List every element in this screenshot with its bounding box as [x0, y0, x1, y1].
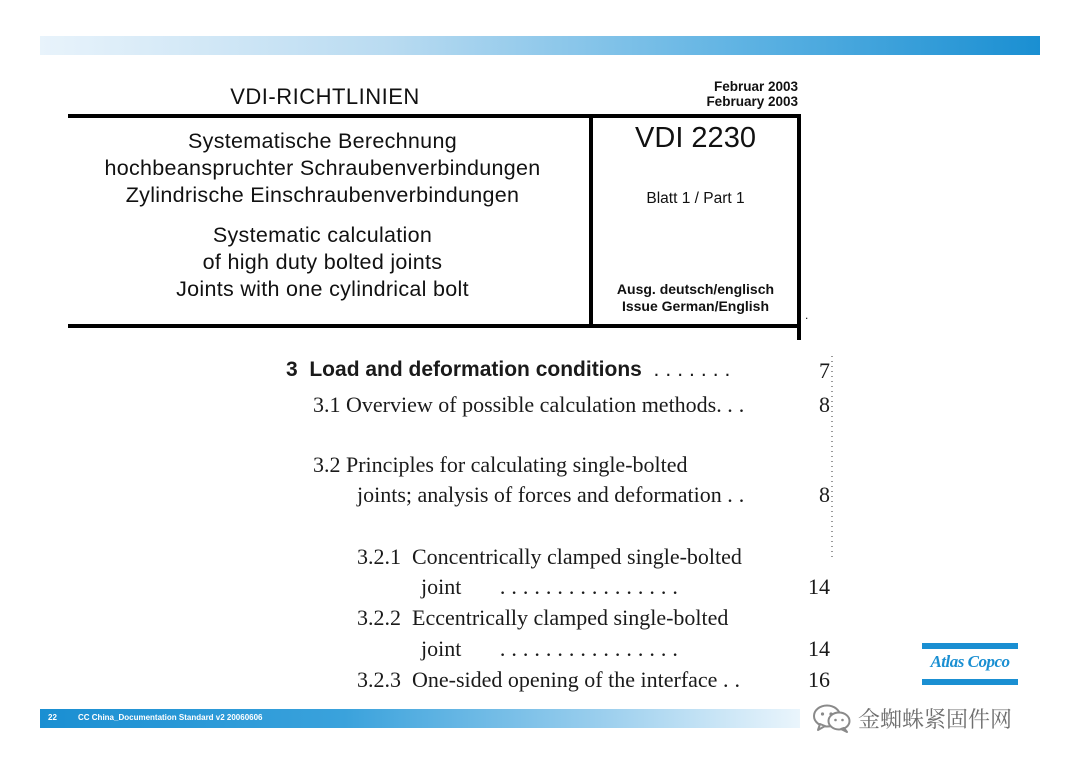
- watermark: [812, 700, 1012, 736]
- toc-title: Principles for calculating single-bolted: [346, 452, 688, 477]
- footer-page-number: 22: [48, 713, 57, 722]
- toc-entry-3-2-1[interactable]: [357, 544, 742, 570]
- toc-page: 14: [808, 574, 830, 599]
- toc-title: One-sided opening of the interface: [412, 667, 718, 692]
- toc-number: 3.1: [313, 392, 341, 417]
- scan-edge: [831, 356, 833, 560]
- toc-number: 3.2: [313, 452, 341, 477]
- title-de-line: Systematische Berechnung: [188, 129, 457, 153]
- atlas-copco-logo: [922, 643, 1018, 685]
- toc-entry-3-2[interactable]: [313, 452, 688, 478]
- toc-entry-3-2-2[interactable]: [357, 605, 728, 631]
- toc-number: 3.2.2: [357, 605, 401, 630]
- toc-page: 16: [808, 667, 830, 692]
- toc-title: Overview of possible calculation methods.: [346, 392, 722, 417]
- frame-bottom-rule: [68, 324, 801, 328]
- toc-number: 3.2.1: [357, 544, 401, 569]
- toc-entry-3-2-1-cont[interactable]: joint ................: [421, 574, 684, 599]
- toc-number: 3: [286, 358, 298, 381]
- toc-page: 8: [819, 392, 830, 417]
- logo-band: [922, 679, 1018, 685]
- standard-number: VDI 2230: [635, 122, 756, 154]
- footer-doc-title: CC China_Documentation Standard v2 20060606: [78, 713, 263, 722]
- title-german: [70, 128, 575, 209]
- date-german: Februar 2003: [713, 79, 798, 94]
- top-banner: [40, 36, 1040, 55]
- wechat-icon: [812, 703, 852, 733]
- toc-page: 8: [819, 482, 830, 507]
- frame-divider: [589, 114, 593, 328]
- toc-title: joints; analysis of forces and deformation: [357, 482, 722, 507]
- frame-top-rule: [68, 114, 801, 118]
- toc-page: 14: [808, 636, 830, 661]
- publication-date: [640, 79, 798, 109]
- title-de-line: hochbeanspruchter Schraubenverbindungen: [104, 156, 541, 180]
- title-en-line: of high duty bolted joints: [202, 250, 443, 274]
- toc-entry-3-2-3[interactable]: 3.2.3 One-sided opening of the interface ..: [357, 667, 746, 692]
- dot-mark: .: [805, 308, 809, 322]
- toc-title: Load and deformation conditions: [309, 358, 642, 381]
- issue-english: Issue German/English: [621, 298, 770, 314]
- series-title: VDI-RICHTLINIEN: [230, 84, 420, 109]
- toc-entry-3-2-cont[interactable]: joints; analysis of forces and deformation ..: [357, 482, 751, 507]
- toc-title: Eccentrically clamped single-bolted: [412, 605, 729, 630]
- watermark-text: 金蜘蛛紧固件网: [858, 707, 1013, 733]
- document-title: [70, 128, 575, 303]
- toc-title: joint: [421, 636, 462, 661]
- title-en-line: Systematic calculation: [212, 223, 433, 247]
- toc-number: 3.2.3: [357, 667, 401, 692]
- title-en-line: Joints with one cylindrical bolt: [176, 277, 469, 301]
- title-de-line: Zylindrische Einschraubenverbindungen: [125, 183, 520, 207]
- issue-german: Ausg. deutsch/englisch: [616, 281, 775, 297]
- logo-band: [922, 643, 1018, 649]
- footer-bar: [40, 709, 800, 728]
- toc-page: 7: [819, 358, 830, 383]
- logo-text: Atlas Copco: [930, 652, 1010, 671]
- part-label: Blatt 1 / Part 1: [646, 190, 745, 207]
- toc-entry-3-2-2-cont[interactable]: joint ................: [421, 636, 684, 661]
- frame-right-rule: [797, 114, 801, 340]
- title-english: [70, 222, 575, 303]
- date-english: February 2003: [706, 94, 798, 109]
- issue-language: [594, 281, 797, 315]
- toc-entry-3[interactable]: 3 Load and deformation conditions .......: [286, 358, 737, 381]
- toc-title: Concentrically clamped single-bolted: [412, 544, 742, 569]
- toc-entry-3-1[interactable]: 3.1 Overview of possible calculation methods. ..: [313, 392, 751, 417]
- toc-title: joint: [421, 574, 462, 599]
